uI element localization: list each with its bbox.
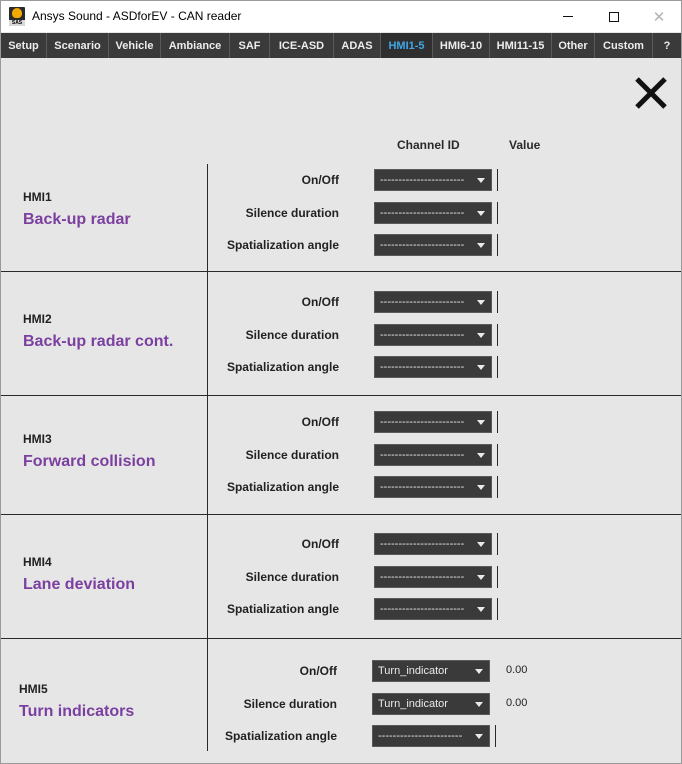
value-divider (497, 324, 498, 346)
hmi-name: Back-up radar cont. (23, 333, 174, 350)
channel-dropdown-on-off[interactable]: ----------------------- (374, 169, 492, 191)
chevron-down-icon (477, 453, 485, 458)
channel-dropdown-spatialization-angle[interactable]: ----------------------- (374, 356, 492, 378)
maximize-button[interactable] (591, 1, 637, 32)
hmi-name: Forward collision (23, 453, 156, 470)
close-icon: ✕ (652, 8, 666, 26)
maximize-icon (609, 12, 619, 22)
chevron-down-icon (477, 365, 485, 370)
chevron-down-icon (477, 485, 485, 490)
chevron-down-icon (477, 300, 485, 305)
tab-vehicle[interactable]: Vehicle (109, 33, 161, 58)
channel-id-header: Channel ID (397, 138, 460, 152)
value-divider (497, 202, 498, 224)
channel-dropdown-on-off[interactable]: ----------------------- (374, 411, 492, 433)
value-divider (497, 533, 498, 555)
hmi-id: HMI2 (23, 312, 52, 326)
row-label-on-off: On/Off (299, 664, 337, 678)
value-divider (497, 476, 498, 498)
row-label-silence-duration: Silence duration (245, 448, 339, 462)
value-divider (497, 356, 498, 378)
hmi-group-5 (1, 638, 681, 764)
value-silence-duration: 0.00 (506, 697, 528, 709)
tab-adas[interactable]: ADAS (334, 33, 381, 58)
channel-dropdown-silence-duration[interactable]: ----------------------- (374, 202, 492, 224)
chevron-down-icon (477, 333, 485, 338)
tab-hmi6-10[interactable]: HMI6-10 (433, 33, 490, 58)
tab-saf[interactable]: SAF (230, 33, 270, 58)
hmi-group-3 (1, 395, 681, 514)
value-on-off: 0.00 (506, 664, 528, 676)
row-label-spatialization-angle: Spatialization angle (226, 238, 339, 252)
hmi-name: Back-up radar (23, 211, 131, 228)
chevron-down-icon (475, 702, 483, 707)
tab-hmi1-5[interactable]: HMI1-5 (381, 33, 433, 58)
tab-custom[interactable]: Custom (595, 33, 653, 58)
tab-ice-asd[interactable]: ICE-ASD (270, 33, 334, 58)
value-divider (497, 291, 498, 313)
channel-dropdown-on-off[interactable]: Turn_indicator (372, 660, 490, 682)
row-label-on-off: On/Off (301, 173, 339, 187)
tab-setup[interactable]: Setup (1, 33, 47, 58)
hmi-id: HMI3 (23, 432, 52, 446)
window-title: Ansys Sound - ASDforEV - CAN reader (32, 9, 242, 23)
value-divider (497, 566, 498, 588)
value-divider (497, 411, 498, 433)
chevron-down-icon (475, 669, 483, 674)
channel-dropdown-spatialization-angle[interactable]: ----------------------- (374, 476, 492, 498)
value-divider (497, 234, 498, 256)
hmi-name: Lane deviation (23, 576, 136, 593)
channel-dropdown-silence-duration[interactable]: ----------------------- (374, 444, 492, 466)
value-divider (495, 725, 496, 747)
hmi-group-1 (1, 164, 681, 271)
chevron-down-icon (477, 243, 485, 248)
chevron-down-icon (477, 178, 485, 183)
chevron-down-icon (477, 607, 485, 612)
channel-dropdown-spatialization-angle[interactable]: ----------------------- (374, 598, 492, 620)
channel-dropdown-silence-duration[interactable]: Turn_indicator (372, 693, 490, 715)
row-label-on-off: On/Off (301, 415, 339, 429)
hmi-id: HMI1 (23, 190, 52, 204)
minimize-button[interactable] (545, 1, 591, 32)
row-label-silence-duration: Silence duration (245, 206, 339, 220)
app-icon: SAS (9, 7, 25, 26)
chevron-down-icon (477, 542, 485, 547)
channel-dropdown-on-off[interactable]: ----------------------- (374, 533, 492, 555)
channel-dropdown-on-off[interactable]: ----------------------- (374, 291, 492, 313)
hmi-group-4 (1, 514, 681, 638)
title-bar[interactable] (1, 1, 681, 32)
chevron-down-icon (477, 211, 485, 216)
row-label-on-off: On/Off (301, 537, 339, 551)
tab-ambiance[interactable]: Ambiance (161, 33, 230, 58)
chevron-down-icon (477, 575, 485, 580)
tab-bar (1, 33, 681, 58)
chevron-down-icon (475, 734, 483, 739)
channel-dropdown-spatialization-angle[interactable]: ----------------------- (374, 234, 492, 256)
tab-help[interactable]: ? (663, 39, 671, 52)
value-divider (497, 169, 498, 191)
close-panel-button[interactable] (631, 73, 671, 113)
tab-scenario[interactable]: Scenario (47, 33, 109, 58)
close-x-icon (631, 73, 671, 113)
tab-hmi11-15[interactable]: HMI11-15 (490, 33, 552, 58)
row-label-spatialization-angle: Spatialization angle (224, 729, 337, 743)
close-window-button[interactable] (636, 1, 682, 32)
hmi-name: Turn indicators (19, 703, 135, 720)
value-header: Value (509, 138, 541, 152)
hmi-group-2 (1, 271, 681, 395)
channel-dropdown-silence-duration[interactable]: ----------------------- (374, 324, 492, 346)
row-label-silence-duration: Silence duration (245, 328, 339, 342)
row-label-spatialization-angle: Spatialization angle (226, 602, 339, 616)
row-label-spatialization-angle: Spatialization angle (226, 360, 339, 374)
hmi-id: HMI5 (19, 682, 48, 696)
row-label-spatialization-angle: Spatialization angle (226, 480, 339, 494)
tab-other[interactable]: Other (552, 33, 595, 58)
minimize-icon (563, 16, 573, 17)
channel-dropdown-silence-duration[interactable]: ----------------------- (374, 566, 492, 588)
hmi-id: HMI4 (23, 555, 52, 569)
row-label-silence-duration: Silence duration (245, 570, 339, 584)
row-label-on-off: On/Off (301, 295, 339, 309)
channel-dropdown-spatialization-angle[interactable]: ----------------------- (372, 725, 490, 747)
value-divider (497, 444, 498, 466)
value-divider (497, 598, 498, 620)
row-label-silence-duration: Silence duration (243, 697, 337, 711)
chevron-down-icon (477, 420, 485, 425)
